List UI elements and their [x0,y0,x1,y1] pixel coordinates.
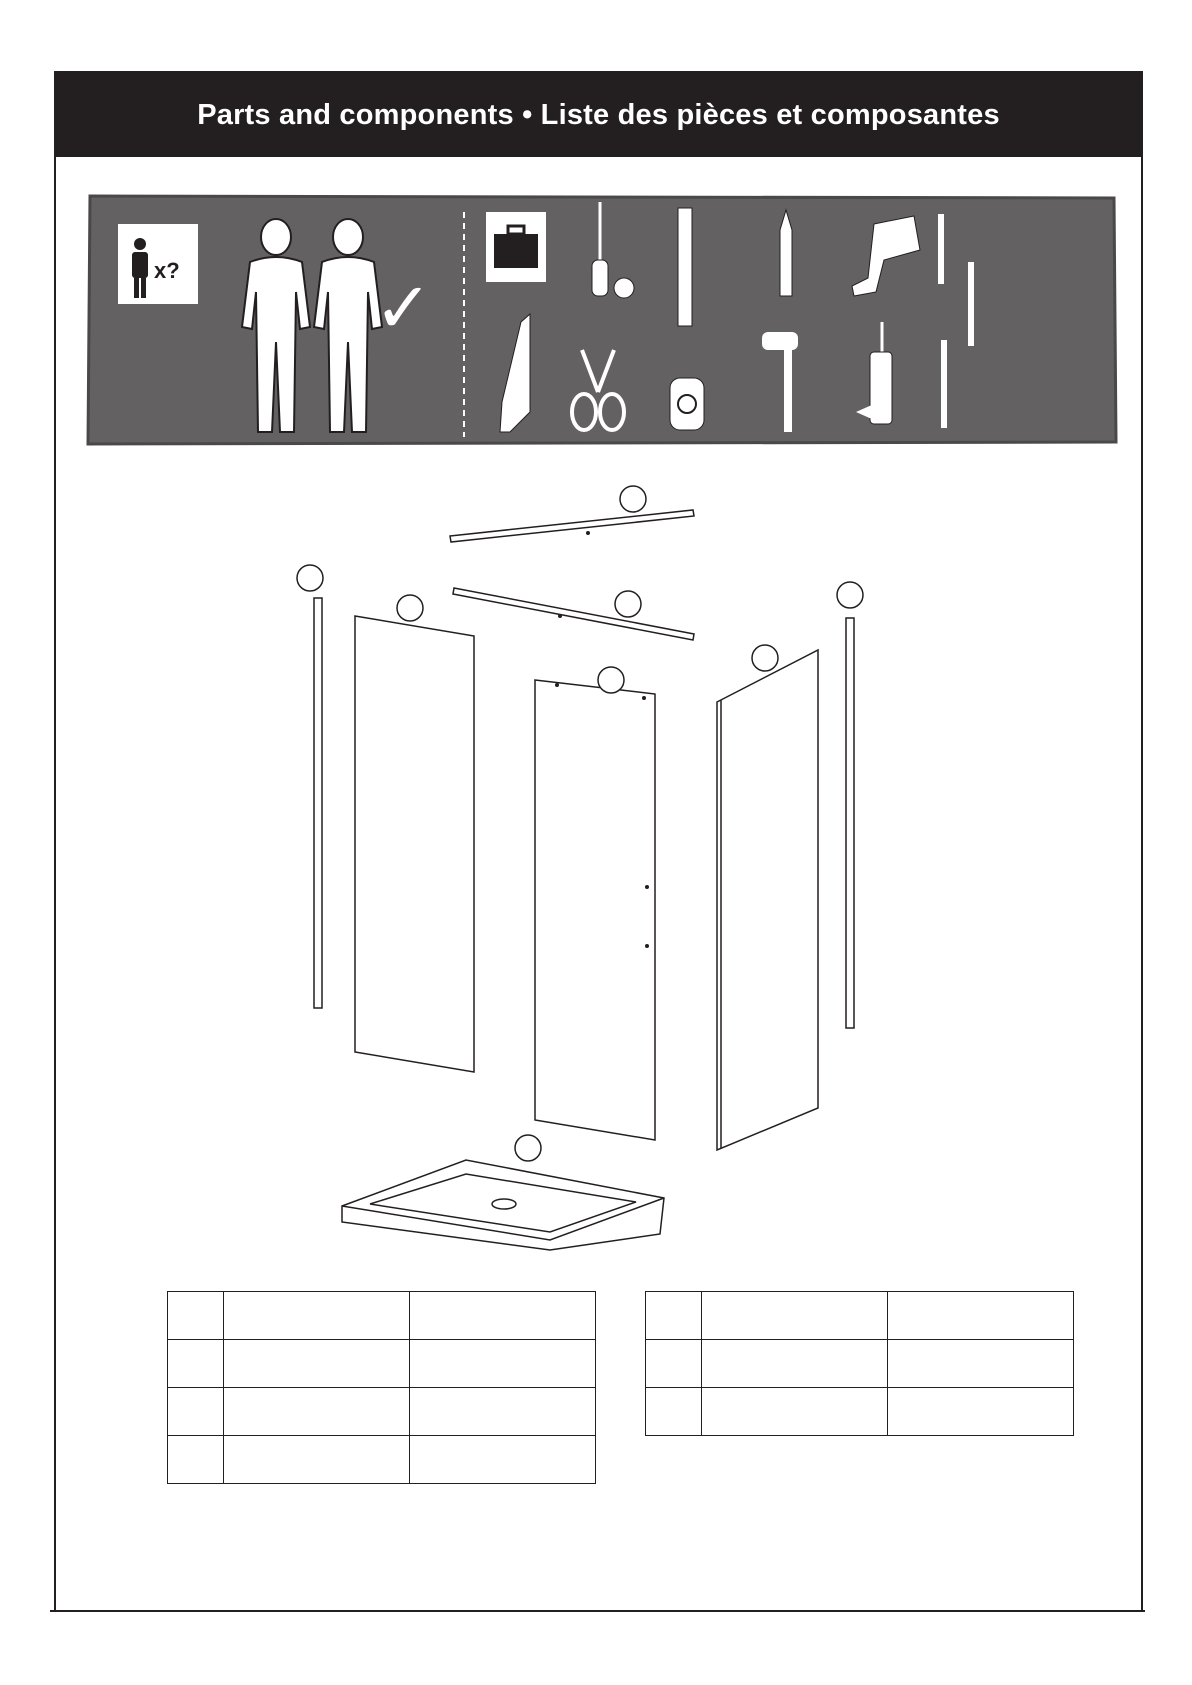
table-cell [224,1292,410,1340]
people-count-label: x? [154,258,180,283]
table-row [168,1292,596,1340]
drill-bit-icon [938,214,944,284]
callout-circle [397,595,423,621]
tools-band [84,192,1120,450]
table-cell [888,1292,1074,1340]
pencil-icon [780,210,792,296]
table-cell [168,1436,224,1484]
table-cell [888,1388,1074,1436]
callout-circle [615,591,641,617]
bottom-rule [50,1610,1145,1612]
callout-circle [598,667,624,693]
table-cell [168,1340,224,1388]
page-header [56,73,1141,157]
drill-bit-icon [941,340,947,428]
table-cell [224,1388,410,1436]
table-row [168,1388,596,1436]
table-cell [410,1292,596,1340]
table-cell [702,1292,888,1340]
check-mark-icon: ✓ [374,267,433,349]
table-row [646,1388,1074,1436]
table-cell [646,1340,702,1388]
level-icon [678,208,692,326]
back-glass-panel [535,680,655,1140]
table-cell [410,1436,596,1484]
table-cell [168,1388,224,1436]
toolbox-icon [486,212,546,282]
table-cell [702,1340,888,1388]
right-post [846,618,854,1028]
table-row [646,1340,1074,1388]
table-cell [224,1340,410,1388]
callout-circle [620,486,646,512]
parts-table-right [645,1291,1074,1436]
callout-circle [297,565,323,591]
table-cell [168,1292,224,1340]
table-cell [224,1436,410,1484]
top-rail-back [450,510,694,542]
table-cell [410,1340,596,1388]
table-cell [410,1388,596,1436]
left-glass-panel [355,616,474,1072]
table-cell [702,1388,888,1436]
table-row [646,1292,1074,1340]
exploded-parts-diagram [280,480,920,1280]
table-cell [646,1292,702,1340]
page-title: Parts and components • Liste des pièces et composantes [197,98,1000,131]
callout-circle [515,1135,541,1161]
top-rail-front [453,588,694,640]
shower-base [342,1160,664,1250]
people-count-icon [118,224,198,304]
tape-measure-icon [670,378,704,430]
table-cell [646,1388,702,1436]
table-row [168,1340,596,1388]
left-post [314,598,322,1008]
table-cell [888,1340,1074,1388]
parts-table-left [167,1291,596,1484]
table-row [168,1436,596,1484]
right-glass-panel [717,650,818,1150]
drill-bit-icon [968,262,974,346]
callout-circle [837,582,863,608]
callout-circle [752,645,778,671]
